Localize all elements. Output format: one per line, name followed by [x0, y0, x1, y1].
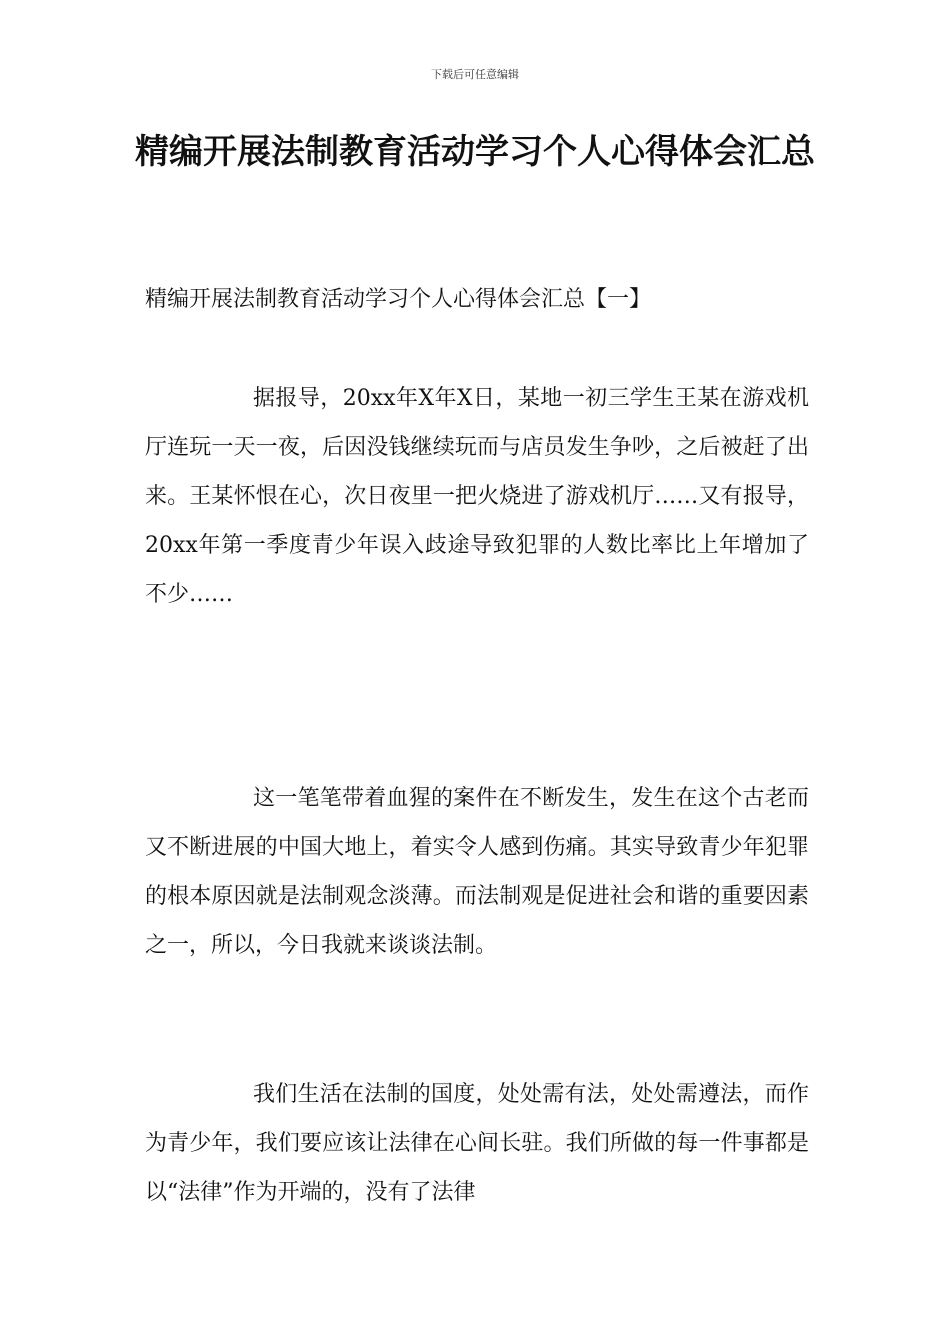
- header-note: 下载后可任意编辑: [431, 68, 519, 81]
- section-heading: 精编开展法制教育活动学习个人心得体会汇总【一】: [145, 287, 652, 312]
- document-title: 精编开展法制教育活动学习个人心得体会汇总: [135, 132, 815, 172]
- body-paragraph: 我们生活在法制的国度，处处需有法，处处需遵法，而作为青少年，我们要应该让法律在心间长驻。我们所做的每一件事都是以“法律”作为开端的，没有了法律: [145, 1082, 809, 1205]
- body-paragraph: 据报导，20xx年X年X日，某地一初三学生王某在游戏机厅连玩一天一夜，后因没钱继续玩而与店员发生争吵，之后被赶了出来。王某怀恨在心，次日夜里一把火烧进了游戏机厅……又有报导，20xx年第一季度青少年误入歧途导致犯罪的人数比率比上年增加了不少……: [145, 386, 809, 607]
- body-paragraph: 这一笔笔带着血猩的案件在不断发生，发生在这个古老而又不断进展的中国大地上，着实令人感到伤痛。其实导致青少年犯罪的根本原因就是法制观念淡薄。而法制观是促进社会和谐的重要因素之一，所以，今日我就来谈谈法制。: [145, 786, 809, 958]
